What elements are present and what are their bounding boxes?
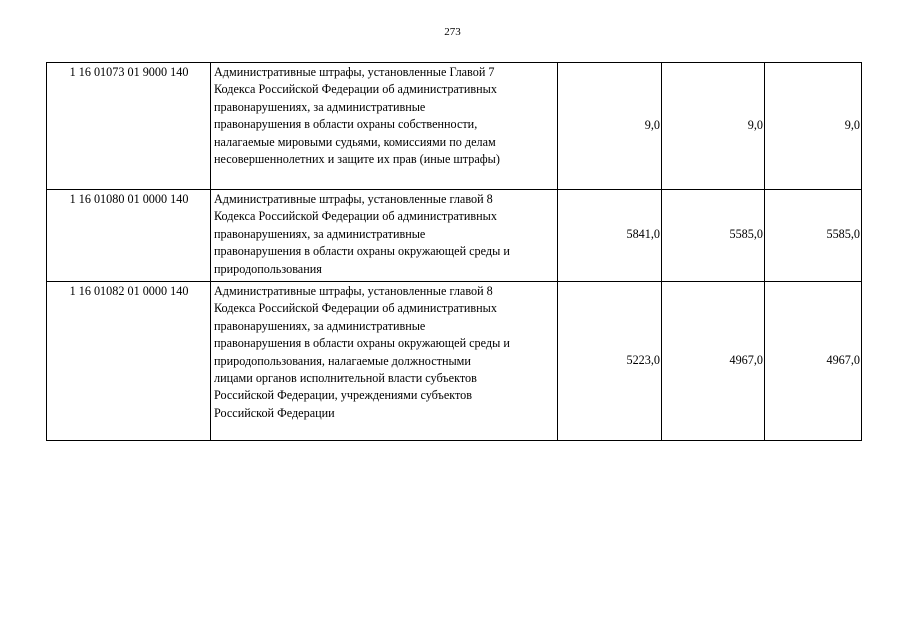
description-line: правонарушениях, за административные xyxy=(214,226,426,241)
amount-cell: 4967,0 xyxy=(765,282,862,441)
amount-cell: 5841,0 xyxy=(558,190,662,282)
revenue-description xyxy=(211,282,558,441)
amount-cell: 5223,0 xyxy=(558,282,662,441)
description-line: природопользования, налагаемые должностными xyxy=(214,353,471,368)
description-line: правонарушениях, за административные xyxy=(214,99,426,114)
amount-cell: 9,0 xyxy=(662,63,765,190)
description-line: Административные штрафы, установленные главой 8 xyxy=(214,284,493,298)
description-line: природопользования xyxy=(214,261,322,276)
description-line: Административные штрафы, установленные главой 8 xyxy=(214,192,493,206)
description-line: лицами органов исполнительной власти субъектов xyxy=(214,371,477,386)
table-row xyxy=(47,63,862,190)
description-line: Российской Федерации xyxy=(214,405,335,420)
description-line: Кодекса Российской Федерации об административных xyxy=(214,209,497,224)
description-line: налагаемые мировыми судьями, комиссиями по делам xyxy=(214,134,496,149)
description-line: Российской Федерации, учреждениями субъектов xyxy=(214,388,473,403)
amount-cell: 9,0 xyxy=(765,63,862,190)
revenue-description xyxy=(211,190,558,282)
amount-cell: 4967,0 xyxy=(662,282,765,441)
description-line: правонарушения в области охраны собственности, xyxy=(214,117,478,132)
revenue-description xyxy=(211,63,558,190)
budget-classification-code: 1 16 01073 01 9000 140 xyxy=(47,63,211,190)
description-line: правонарушения в области охраны окружающей среды и xyxy=(214,336,510,351)
budget-classification-code: 1 16 01080 01 0000 140 xyxy=(47,190,211,282)
budget-revenue-table xyxy=(46,62,862,441)
description-line: правонарушениях, за административные xyxy=(214,318,426,333)
description-line: правонарушения в области охраны окружающей среды и xyxy=(214,244,510,259)
table-row xyxy=(47,282,862,441)
description-line: Кодекса Российской Федерации об административных xyxy=(214,301,497,316)
page-number: 273 xyxy=(444,26,461,38)
description-line: Административные штрафы, установленные Главой 7 xyxy=(214,65,495,79)
description-line: Кодекса Российской Федерации об административных xyxy=(214,82,497,97)
amount-cell: 5585,0 xyxy=(662,190,765,282)
table-row xyxy=(47,190,862,282)
description-line: несовершеннолетних и защите их прав (иные штрафы) xyxy=(214,152,500,167)
amount-cell: 5585,0 xyxy=(765,190,862,282)
amount-cell: 9,0 xyxy=(558,63,662,190)
budget-classification-code: 1 16 01082 01 0000 140 xyxy=(47,282,211,441)
